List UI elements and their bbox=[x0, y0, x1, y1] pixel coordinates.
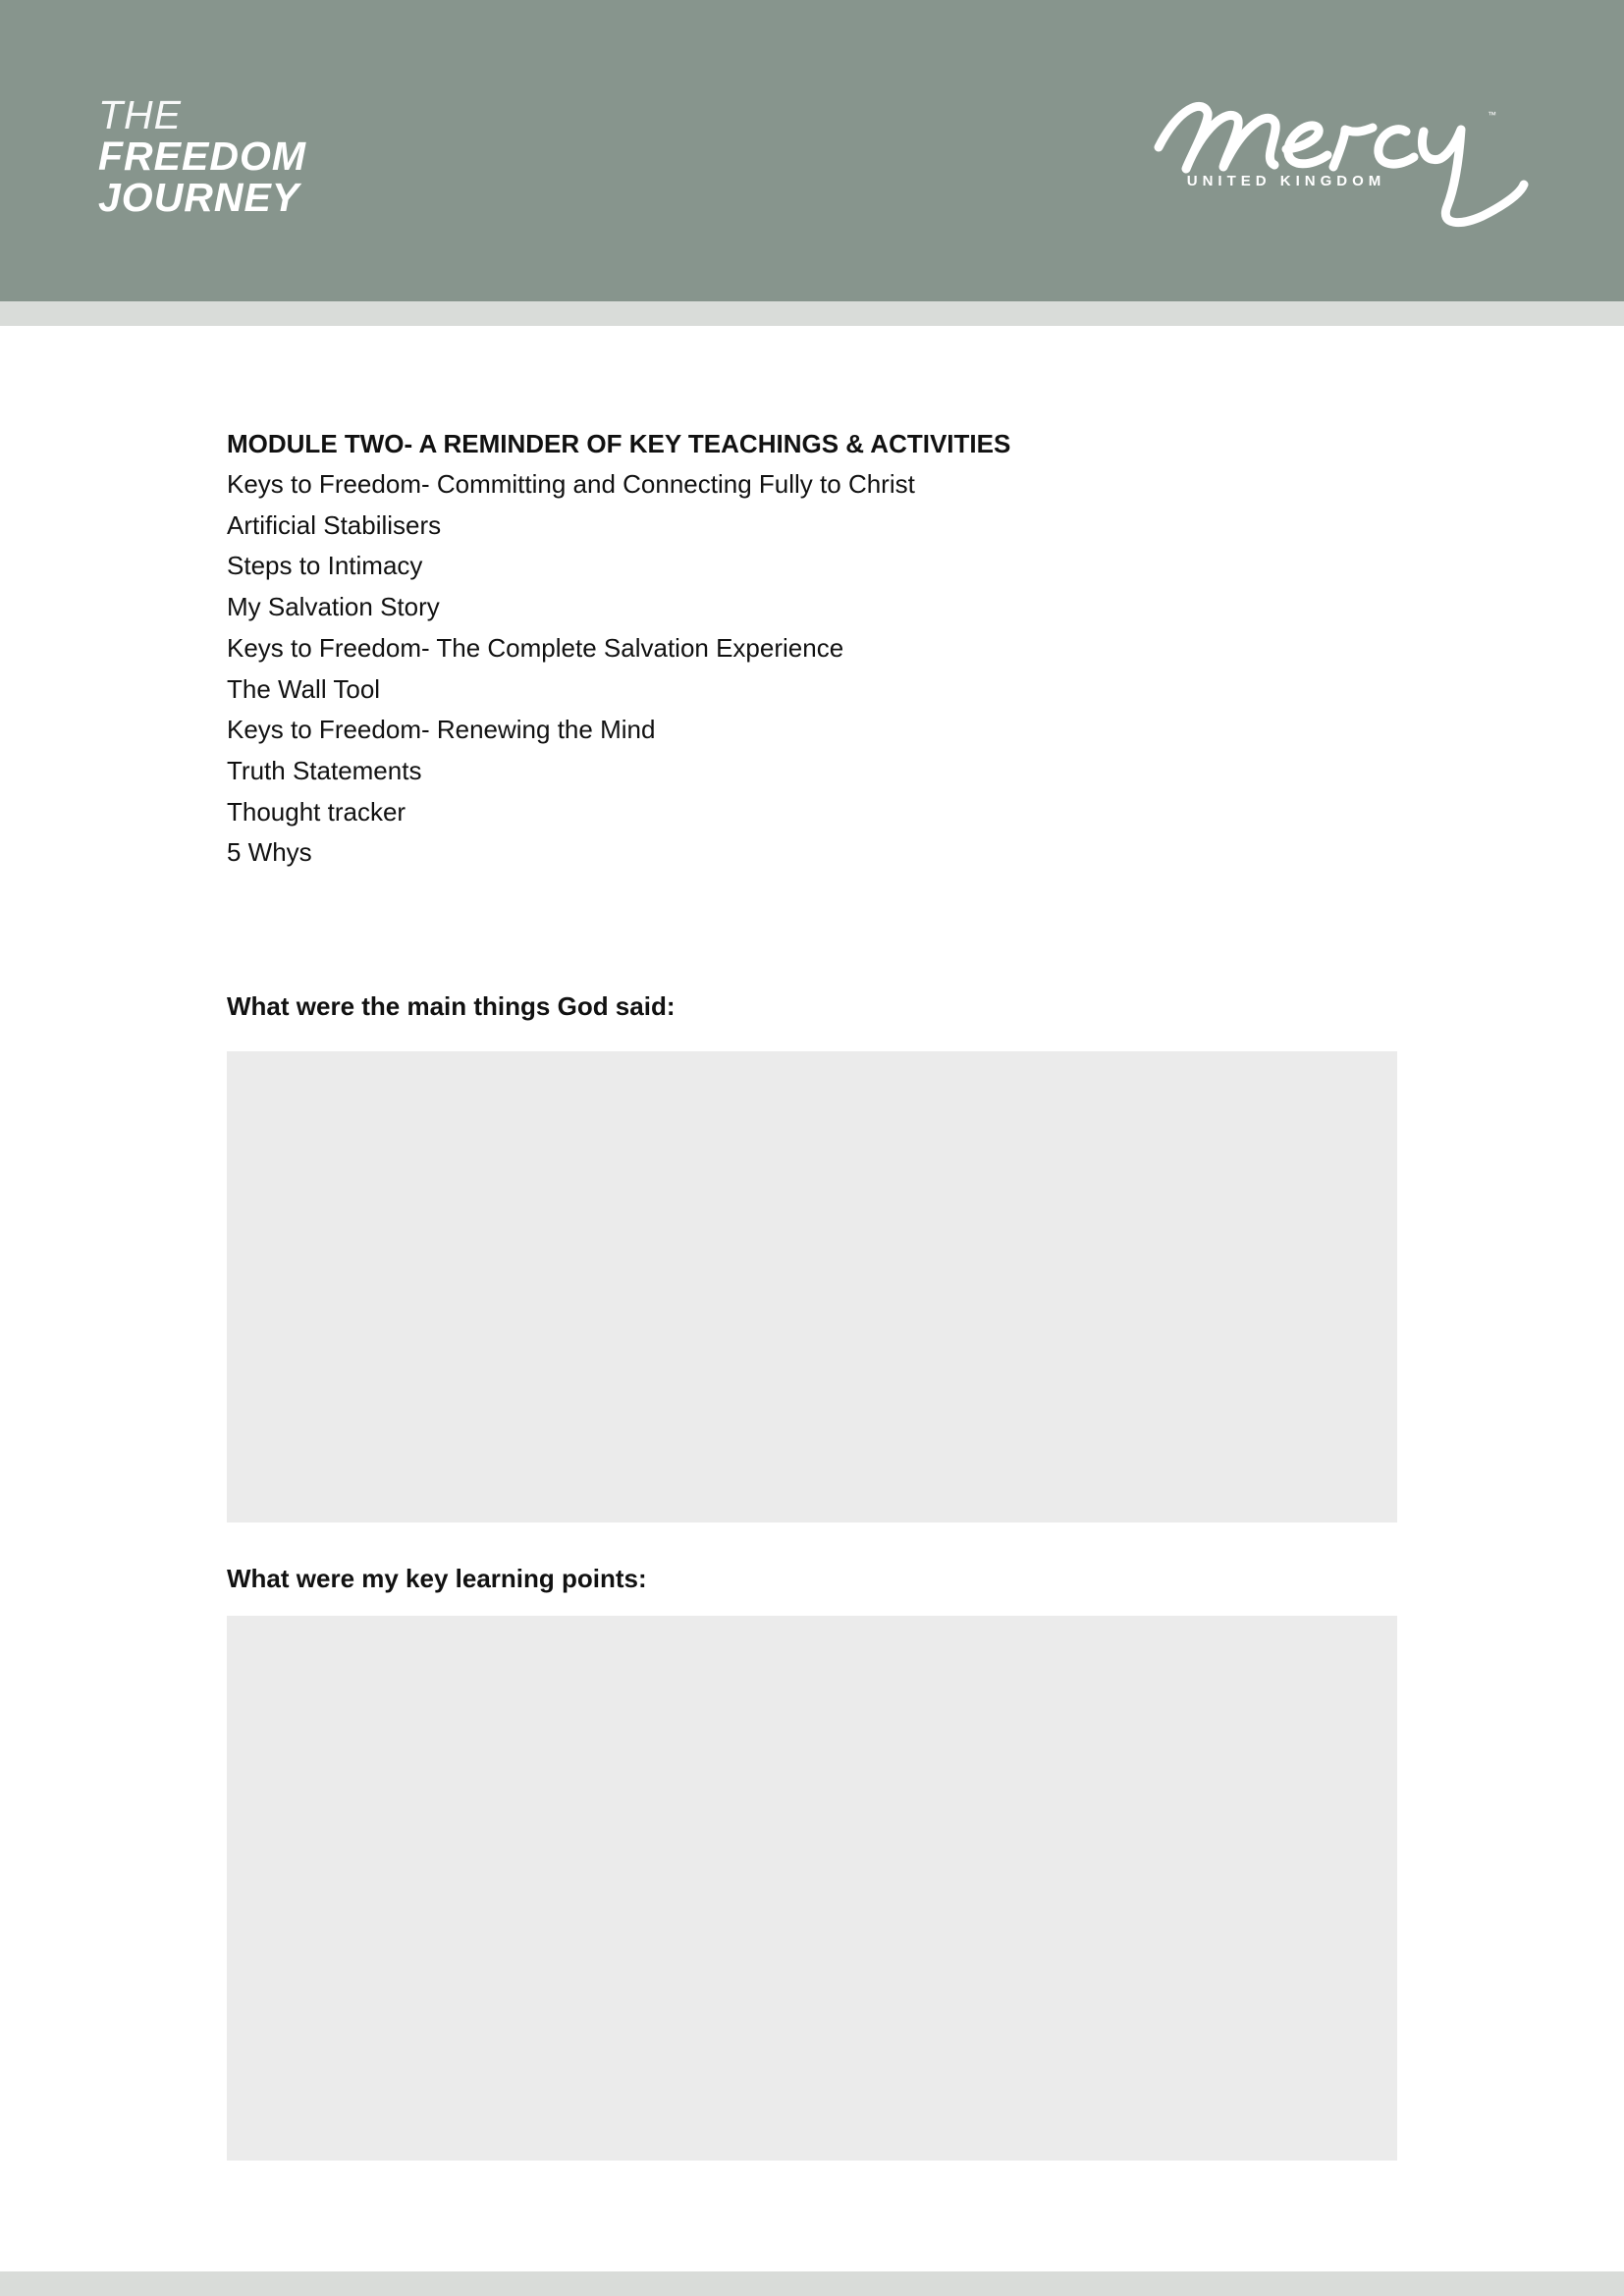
learning-points-label: What were my key learning points: bbox=[227, 1564, 647, 1593]
logo-tm: ™ bbox=[1488, 110, 1496, 120]
topic-item: My Salvation Story bbox=[227, 592, 440, 622]
freedom-journey-logo bbox=[98, 94, 306, 218]
topic-item: Keys to Freedom- The Complete Salvation Experience bbox=[227, 632, 844, 663]
page-header bbox=[0, 0, 1624, 301]
god-said-answer-box[interactable] bbox=[227, 1051, 1397, 1522]
god-said-label: What were the main things God said: bbox=[227, 991, 676, 1021]
topic-item: Artificial Stabilisers bbox=[227, 509, 442, 540]
logo-subtitle: UNITED KINGDOM bbox=[1186, 173, 1386, 189]
topic-item: Keys to Freedom- Renewing the Mind bbox=[227, 715, 656, 745]
topic-item: Keys to Freedom- Committing and Connecting Fully to Christ bbox=[227, 469, 915, 499]
learning-points-answer-box[interactable] bbox=[227, 1616, 1397, 2161]
brand-journey: JOURNEY bbox=[98, 175, 300, 220]
module-title: MODULE TWO- A REMINDER OF KEY TEACHINGS & ACTIVITIES bbox=[227, 429, 1011, 458]
mercy-logo bbox=[1149, 88, 1542, 236]
footer-stripe bbox=[0, 2271, 1624, 2296]
topic-item: Thought tracker bbox=[227, 796, 406, 827]
brand-freedom: FREEDOM bbox=[98, 133, 306, 179]
topic-list bbox=[227, 464, 1397, 874]
brand-the: THE bbox=[98, 92, 182, 137]
module-summary bbox=[227, 423, 1397, 874]
topic-item: The Wall Tool bbox=[227, 673, 381, 704]
topic-item: Truth Statements bbox=[227, 755, 422, 785]
topic-item: Steps to Intimacy bbox=[227, 551, 423, 581]
topic-item: 5 Whys bbox=[227, 837, 312, 868]
header-divider-stripe bbox=[0, 301, 1624, 326]
